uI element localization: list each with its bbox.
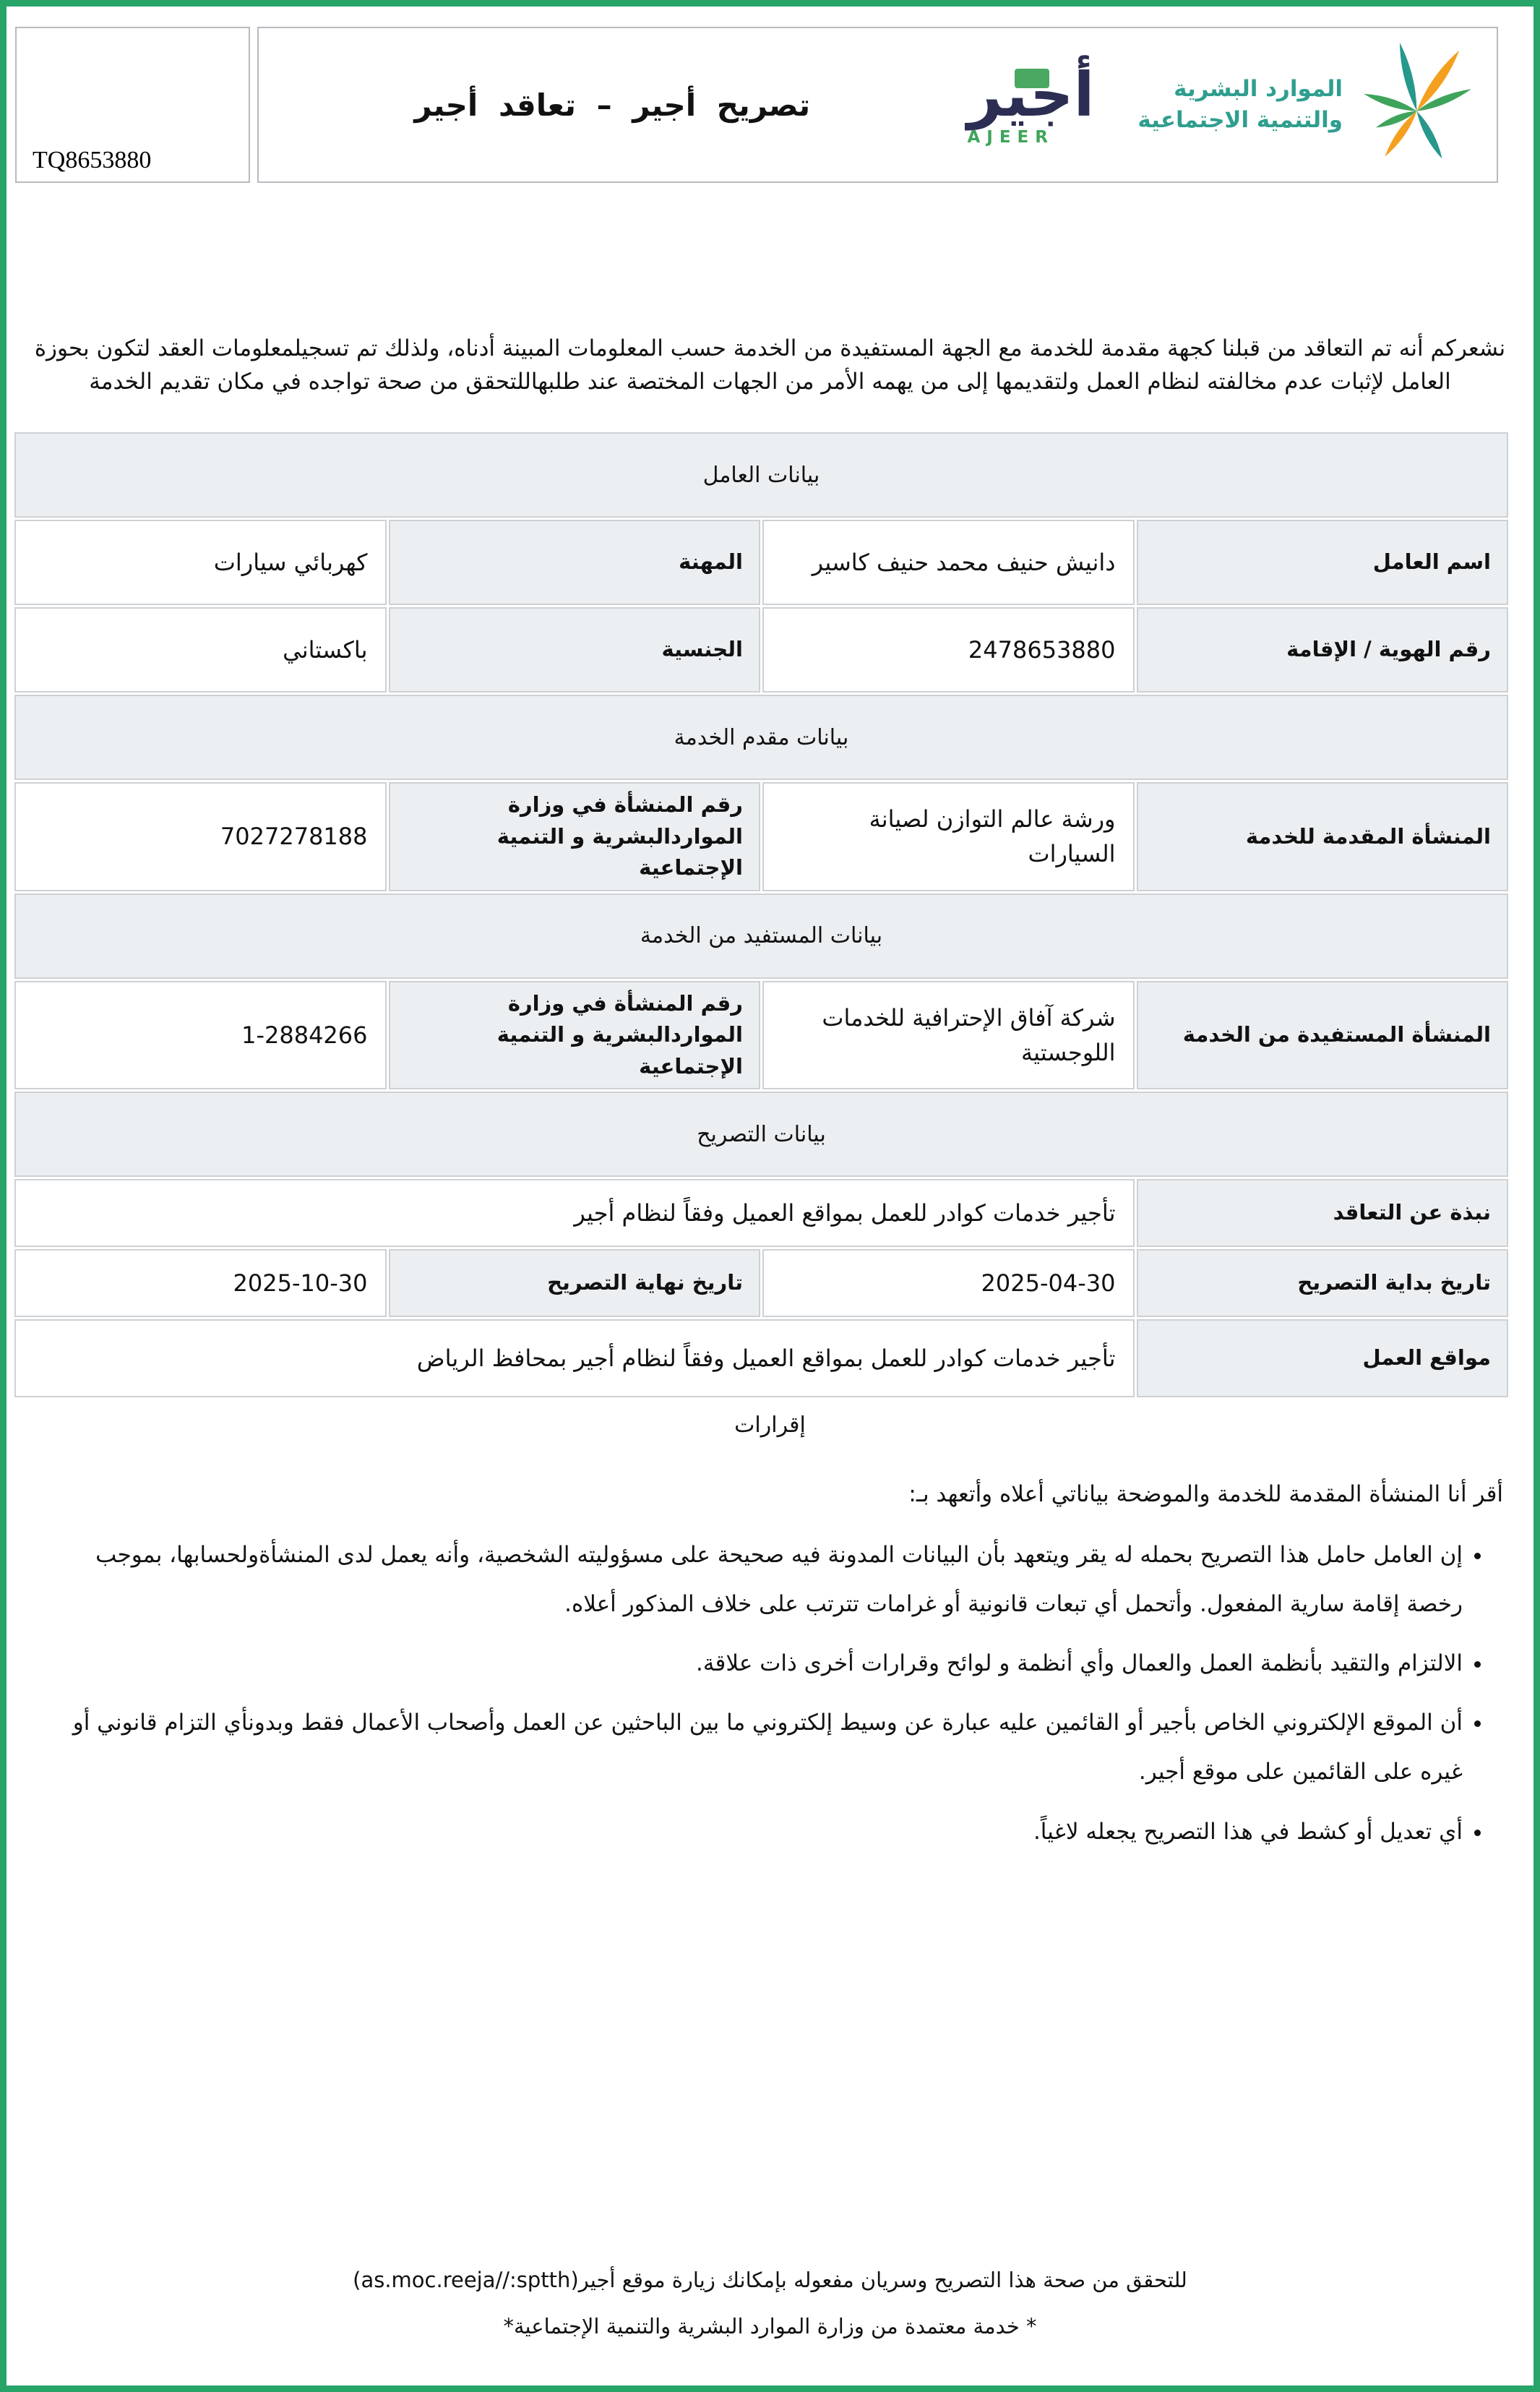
contract-summary-value: تأجير خدمات كوادر للعمل بمواقع العميل وفقاً لنظام أجير: [14, 1179, 1135, 1247]
section-header-row: [14, 1092, 1508, 1177]
table-row: [14, 1249, 1508, 1317]
table-row: [14, 1179, 1508, 1247]
ajeer-logo-arabic: أجير: [967, 59, 1095, 130]
nationality-value: باكستاني: [14, 607, 387, 693]
provider-establishment-number-label: رقم المنشأة في وزارة المواردالبشرية و التنمية الإجتماعية: [389, 782, 761, 891]
beneficiary-establishment-number-label: رقم المنشأة في وزارة المواردالبشرية و التنمية الإجتماعية: [389, 981, 761, 1090]
id-number-label: رقم الهوية / الإقامة: [1137, 607, 1509, 693]
provider-establishment-number-value: 7027278188: [14, 782, 387, 891]
declaration-item: • إن العامل حامل هذا التصريح بحمله له يقر ويتعهد بأن البيانات المدونة فيه صحيحة على مسؤوليته الشخصية، وأنه يعمل لدى المنشأةولحسابها، بموجب رخصة إقامة سارية المفعول. وأتحمل أي تبعات قانونية أو غرامات تترتب على خلاف المذكور أعلاه.: [43, 1530, 1463, 1629]
declaration-item: • أن الموقع الإلكتروني الخاص بأجير أو القائمين عليه عبارة عن وسيط إلكتروني ما بين الباحثين عن العمل وأصحاب الأعمال فقط وبدونأي التزام قانوني أو غيره على القائمين على موقع أجير.: [43, 1698, 1463, 1796]
declaration-item: • أي تعديل أو كشط في هذا التصريح يجعله لاغياً.: [43, 1807, 1463, 1856]
table-row: [14, 1319, 1508, 1397]
permit-start-date-value: 2025-04-30: [762, 1249, 1135, 1317]
ministry-logo-line2: والتنمية الاجتماعية: [1137, 107, 1343, 133]
provider-establishment-label: المنشأة المقدمة للخدمة: [1137, 782, 1509, 891]
permit-section-title: بيانات التصريح: [14, 1092, 1508, 1177]
ajeer-logo-latin: AJEER: [967, 128, 1054, 147]
id-number-value: 2478653880: [762, 607, 1135, 693]
declarations-list: [43, 1530, 1497, 1856]
header-title-logos-box: [257, 27, 1498, 183]
declaration-item: • الالتزام والتقيد بأنظمة العمل والعمال وأي أنظمة و لوائح وقرارات أخرى ذات علاقة.: [43, 1639, 1463, 1688]
page-title: تصريح أجير – تعاقد أجير: [414, 87, 811, 123]
section-header-row: [14, 893, 1508, 979]
section-header-row: [14, 695, 1508, 780]
worker-section-title: بيانات العامل: [14, 432, 1508, 518]
permit-number-box: [15, 27, 250, 183]
ministry-logo-text: [1137, 74, 1343, 137]
worker-name-label: اسم العامل: [1137, 520, 1509, 605]
beneficiary-establishment-number-value: 1-2884266: [14, 981, 387, 1090]
permit-start-date-label: تاريخ بداية التصريح: [1137, 1249, 1509, 1317]
declarations-title: إقرارات: [734, 1413, 806, 1438]
ajeer-logo: [967, 59, 1095, 147]
profession-value: كهربائي سيارات: [14, 520, 387, 605]
document-footer: [7, 2257, 1533, 2349]
beneficiary-section-title: بيانات المستفيد من الخدمة: [14, 893, 1508, 979]
profession-label: المهنة: [389, 520, 761, 605]
declarations-intro: أقر أنا المنشأة المقدمة للخدمة والموضحة بياناتي أعلاه وأتعهد بـ:: [908, 1481, 1503, 1507]
provider-establishment-value: ورشة عالم التوازن لصيانة السيارات: [762, 782, 1135, 891]
nationality-label: الجنسية: [389, 607, 761, 693]
footer-approved-line: * خدمة معتمدة من وزارة الموارد البشرية والتنمية الإجتماعية*: [503, 2314, 1037, 2339]
ministry-logo-line1: الموارد البشرية: [1174, 75, 1343, 102]
worker-name-value: دانيش حنيف محمد حنيف كاسير: [762, 520, 1135, 605]
beneficiary-establishment-label: المنشأة المستفيدة من الخدمة: [1137, 981, 1509, 1090]
permit-number: TQ8653880: [33, 147, 152, 173]
contract-summary-label: نبذة عن التعاقد: [1137, 1179, 1509, 1247]
table-row: [14, 782, 1508, 891]
work-locations-value: تأجير خدمات كوادر للعمل بمواقع العميل وفقاً لنظام أجير بمحافظ الرياض: [14, 1319, 1135, 1397]
permit-end-date-value: 2025-10-30: [14, 1249, 387, 1317]
permit-end-date-label: تاريخ نهاية التصريح: [389, 1249, 761, 1317]
footer-verification-line: للتحقق من صحة هذا التصريح وسريان مفعوله بإمكانك زيارة موقع أجير(as.moc.reeja//:sptth): [353, 2268, 1187, 2292]
ministry-logo: [1135, 35, 1491, 176]
provider-section-title: بيانات مقدم الخدمة: [14, 695, 1508, 780]
intro-paragraph: نشعركم أنه تم التعاقد من قبلنا كجهة مقدمة للخدمة مع الجهة المستفيدة من الخدمة حسب المعلومات المبينة أدناه، ولذلك تم تسجيلمعلومات العقد لتكون بحوزة العامل لإثبات عدم مخالفته لنظام العمل ولتقديمها إلى من يهمه الأمر من الجهات المختصة عند طلبهاللتحقق من صحة تواجده في مكان تقديم الخدمة: [34, 335, 1506, 395]
ministry-palm-icon: [1343, 35, 1491, 176]
table-row: [14, 607, 1508, 693]
work-locations-label: مواقع العمل: [1137, 1319, 1509, 1397]
document-header: [7, 7, 1533, 183]
table-row: [14, 981, 1508, 1090]
permit-data-table: [12, 430, 1510, 1399]
beneficiary-establishment-value: شركة آفاق الإحترافية للخدمات اللوجستية: [762, 981, 1135, 1090]
title-area: [264, 87, 960, 123]
section-header-row: [14, 432, 1508, 518]
table-row: [14, 520, 1508, 605]
